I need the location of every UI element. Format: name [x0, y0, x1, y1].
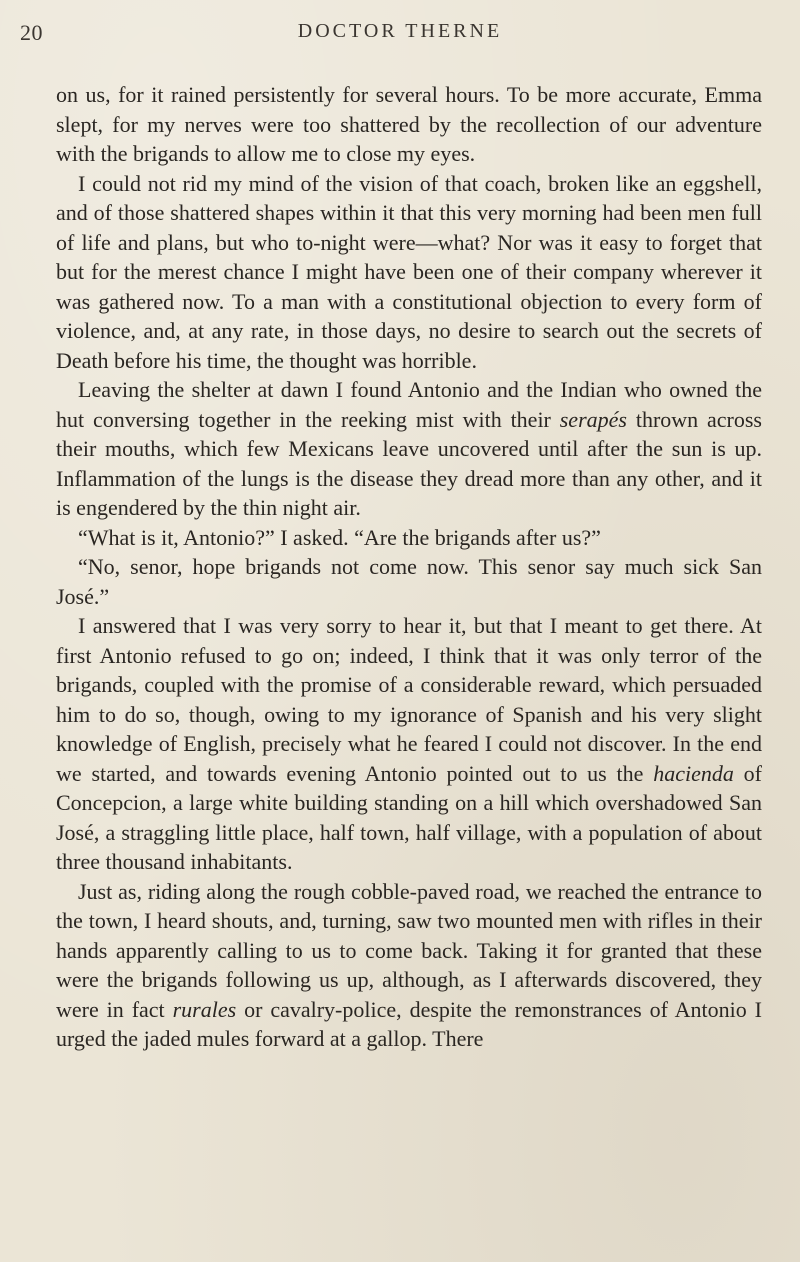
body-text: [56, 80, 762, 1054]
paragraph: [56, 80, 762, 169]
paragraph: [56, 552, 762, 611]
text-run: I could not rid my mind of the vision of that coach, broken like an eggshell, and of those shattered shapes within it that this very morning had been men full of life and plans, but who to-night were—what? Nor was it easy to forget that but for the merest chance I might have been one of their company wherever it was gathered now. To a man with a constitutional objection to every form of violence, and, at any rate, in those days, no desire to search out the secrets of Death before his time, the thought was horrible.: [56, 170, 762, 373]
text-run: I answered that I was very sorry to hear it, but that I meant to get there. At first Antonio refused to go on; indeed, I think that it was only terror of the brigands, coupled with the promise of a considerable reward, which persuaded him to do so, though, owing to my ignorance of Spanish and his very slight knowledge of English, precisely what he feared I could not discover. In the end we started, and towards evening Antonio pointed out to us the: [56, 613, 762, 786]
text-run: or cavalry-police, despite the remonstrances of Antonio I urged the jaded mules forward at a gallop. There: [56, 996, 762, 1051]
italic-term: hacienda: [653, 760, 734, 786]
text-run: on us, for it rained persistently for several hours. To be more accurate, Emma slept, for my nerves were too shattered by the recollection of our adventure with the brigands to allow me to close my eyes.: [56, 82, 762, 166]
text-run: “No, senor, hope brigands not come now. This senor say much sick San José.”: [56, 554, 762, 609]
text-run: thrown across their mouths, which few Mexicans leave uncovered until after the sun is up. Inflammation of the lungs is the disease they dread more than any other, and it is engendered by the thin night air.: [56, 406, 762, 520]
text-run: Leaving the shelter at dawn I found Antonio and the Indian who owned the hut conversing together in the reeking mist with their: [56, 377, 762, 432]
paragraph: [56, 375, 762, 523]
text-run: Just as, riding along the rough cobble-paved road, we reached the entrance to the town, I heard shouts, and, turning, saw two mounted men with rifles in their hands apparently calling to us to come back. Taking it for granted that these were the brigands following us up, although, as I afterwards discovered, they were in fact: [56, 878, 762, 1022]
italic-term: rurales: [172, 996, 237, 1022]
paragraph: [56, 877, 762, 1054]
running-title: DOCTOR THERNE: [297, 20, 503, 42]
page-number: 20: [20, 20, 43, 45]
italic-term: serapés: [559, 406, 627, 432]
paragraph: [56, 523, 762, 553]
text-run: “What is it, Antonio?” I asked. “Are the brigands after us?”: [78, 524, 601, 550]
text-run: of Concepcion, a large white building standing on a hill which overshadowed San José, a straggling little place, half town, half village, with a population of about three thousand inhabitants.: [56, 760, 763, 874]
paragraph: [56, 611, 762, 877]
paragraph: [56, 169, 762, 376]
running-head: [20, 14, 780, 54]
